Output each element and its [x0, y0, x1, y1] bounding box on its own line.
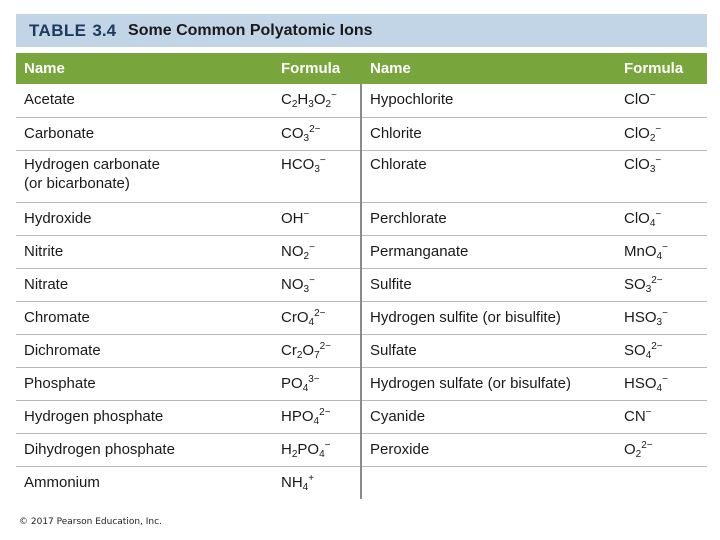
table-row [16, 367, 707, 400]
table-row [16, 235, 707, 268]
table-title-bar [16, 14, 707, 47]
ion-name-2: Cyanide [361, 400, 616, 433]
header-formula-2: Formula [616, 53, 707, 84]
ion-name-line-2: (or bicarbonate) [24, 174, 130, 192]
ion-formula-2 [616, 268, 707, 301]
ion-formula-2 [616, 334, 707, 367]
table-row [16, 150, 707, 202]
ion-name: Phosphate [16, 367, 273, 400]
table-row [16, 466, 707, 499]
formula-permanganate: MnO$_4$− [624, 241, 668, 262]
ion-name: Dihydrogen phosphate [16, 433, 273, 466]
ion-name: Hydrogen phosphate [16, 400, 273, 433]
ion-name-2: Permanganate [361, 235, 616, 268]
table-row [16, 301, 707, 334]
ion-name-2: Hypochlorite [361, 84, 616, 117]
header-name: Name [16, 53, 273, 84]
ion-name [16, 150, 273, 202]
table-row [16, 334, 707, 367]
ion-name: Acetate [16, 84, 273, 117]
table-row [16, 433, 707, 466]
table-label: TABLE [29, 20, 87, 40]
table-title: Some Common Polyatomic Ions [128, 21, 373, 39]
ion-formula [273, 334, 361, 367]
ion-name-2: Hydrogen sulfate (or bisulfate) [361, 367, 616, 400]
ion-formula-2 [616, 400, 707, 433]
ion-formula [273, 301, 361, 334]
polyatomic-ions-table [16, 53, 707, 499]
ion-formula-2 [616, 117, 707, 150]
formula-hydrogen-carbonate: $HCO_3^-$ [281, 154, 326, 175]
ion-formula-2 [616, 301, 707, 334]
header-formula: Formula [273, 53, 361, 84]
ion-name: Nitrite [16, 235, 273, 268]
ion-name-line-1: Hydrogen carbonate [24, 155, 160, 173]
table-row [16, 84, 707, 117]
ion-formula-2 [616, 433, 707, 466]
header-name-2: Name [361, 53, 616, 84]
formula-sulfate: $SO_4^{2-}$ [624, 340, 663, 361]
ion-formula-2 [616, 202, 707, 235]
ion-formula-2 [616, 367, 707, 400]
formula-sulfite: $SO_3^{2-}$ [624, 274, 663, 295]
formula-cyanide: CN− [624, 406, 652, 425]
formula-chlorite: ClO$_2$− [624, 123, 662, 144]
formula-dichromate: $Cr_2O_7^{2-}$ [281, 340, 332, 361]
formula-acetate: $C_2H_3O_2^-$ [281, 90, 337, 110]
formula-perchlorate: ClO$_4$− [624, 208, 662, 229]
formula-hydrogen-phosphate: $HPO_4^{2-}$ [281, 406, 331, 427]
formula-hypochlorite: ClO− [624, 90, 656, 108]
table-row [16, 202, 707, 235]
ion-name-2: Hydrogen sulfite (or bisulfite) [361, 301, 616, 334]
ion-formula-2 [616, 466, 707, 499]
ion-formula [273, 268, 361, 301]
ion-formula [273, 367, 361, 400]
formula-dihydrogen-phosphate: $H_2PO_4^-$ [281, 439, 331, 460]
formula-chromate: CrO$_4^{2-}$ [281, 307, 326, 328]
ion-formula-2 [616, 235, 707, 268]
ion-formula [273, 84, 361, 117]
formula-ammonium: $NH_4^+$ [281, 472, 315, 493]
copyright-notice: © 2017 Pearson Education, Inc. [19, 517, 162, 527]
ion-formula [273, 433, 361, 466]
formula-nitrite: $NO_2^-$ [281, 241, 315, 262]
ion-name: Ammonium [24, 473, 100, 491]
ion-formula [273, 150, 361, 202]
ion-name-2: Chlorite [361, 117, 616, 150]
ion-name: Hydroxide [16, 202, 273, 235]
header-row [16, 53, 707, 84]
formula-hydroxide: OH− [281, 208, 310, 227]
formula-nitrate: $NO_3^-$ [281, 274, 315, 295]
formula-carbonate: $CO_3^{2-}$ [281, 123, 321, 144]
ion-name: Nitrate [16, 268, 273, 301]
ion-name-2: Sulfite [361, 268, 616, 301]
ion-name-2: Peroxide [361, 433, 616, 466]
ion-formula [273, 400, 361, 433]
ion-formula [273, 466, 361, 499]
table-row [16, 268, 707, 301]
table-row [16, 400, 707, 433]
ion-name: Chromate [16, 301, 273, 334]
formula-phosphate: $PO_4^{3-}$ [281, 373, 320, 394]
ion-formula [273, 235, 361, 268]
ion-formula-2 [616, 84, 707, 117]
ion-name-2: Chlorate [361, 150, 616, 202]
ion-name-2: Sulfate [361, 334, 616, 367]
formula-hydrogen-sulfate: $HSO_4^-$ [624, 373, 668, 394]
formula-chlorate: ClO$_3$− [624, 154, 662, 175]
ion-name: Dichromate [16, 334, 273, 367]
table-row [16, 117, 707, 150]
formula-peroxide: $O_2^{2-}$ [624, 439, 653, 460]
ion-name-2 [361, 466, 616, 499]
ion-formula [273, 117, 361, 150]
ion-formula [273, 202, 361, 235]
ion-name: Carbonate [16, 117, 273, 150]
formula-hydrogen-sulfite: $HSO_3^-$ [624, 307, 668, 328]
table-number: 3.4 [92, 20, 117, 40]
ion-formula-2 [616, 150, 707, 202]
ion-name-2: Perchlorate [361, 202, 616, 235]
